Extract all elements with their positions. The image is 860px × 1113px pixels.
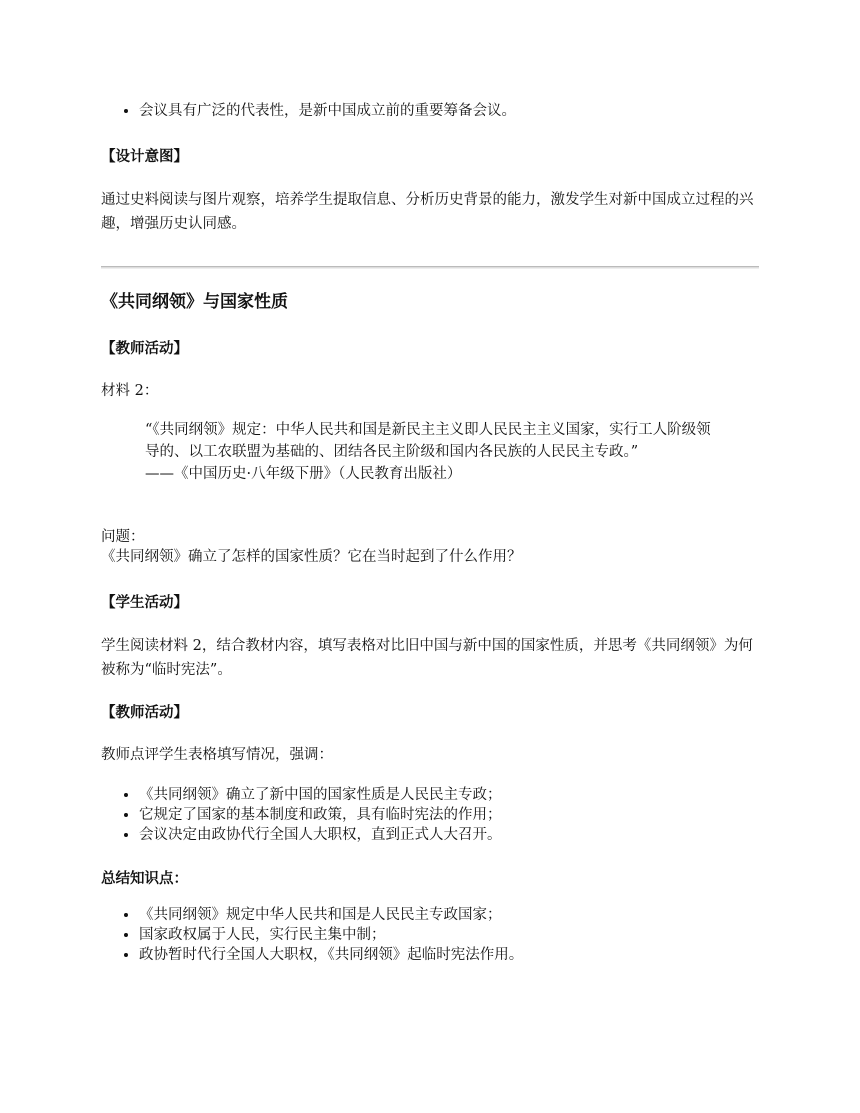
question-label: 问题：	[101, 529, 145, 545]
teacher-comment-intro: 教师点评学生表格填写情况，强调：	[101, 747, 333, 763]
top-bullet-list	[101, 101, 759, 121]
summary-points-list	[101, 905, 759, 965]
section-title: 《共同纲领》与国家性质	[101, 292, 288, 312]
design-intent-heading: 【设计意图】	[101, 149, 188, 165]
summary-heading: 总结知识点：	[101, 871, 188, 887]
teacher-activity-heading: 【教师活动】	[101, 341, 188, 357]
list-item: • 《共同纲领》确立了新中国的国家性质是人民民主专政；	[139, 785, 759, 805]
material-label: 材料 2：	[101, 383, 159, 399]
list-item: • 政协暂时代行全国人大职权，《共同纲领》起临时宪法作用。	[139, 945, 759, 965]
list-item: • 会议决定由政协代行全国人大职权，直到正式人大召开。	[139, 825, 759, 845]
student-activity-heading: 【学生活动】	[101, 595, 188, 611]
list-item: • 会议具有广泛的代表性，是新中国成立前的重要筹备会议。	[139, 101, 759, 121]
teacher-activity-heading-2: 【教师活动】	[101, 705, 188, 721]
teacher-points-list	[101, 785, 759, 845]
section-divider	[101, 266, 759, 269]
list-item: • 国家政权属于人民，实行民主集中制；	[139, 925, 759, 945]
material-source: ——《中国历史·八年级下册》（人民教育出版社）	[145, 466, 462, 482]
list-item: • 《共同纲领》规定中华人民共和国是人民民主专政国家；	[139, 905, 759, 925]
material-quote-block	[101, 419, 725, 485]
design-intent-text: 通过史料阅读与图片观察，培养学生提取信息、分析历史背景的能力，激发学生对新中国成立过程的兴趣，增强历史认同感。	[101, 192, 754, 232]
question-text: 《共同纲领》确立了怎样的国家性质？它在当时起到了什么作用？	[101, 549, 522, 565]
list-item: • 它规定了国家的基本制度和政策，具有临时宪法的作用；	[139, 805, 759, 825]
material-quote: “《共同纲领》规定：中华人民共和国是新民主主义即人民民主主义国家，实行工人阶级领导的、以工农联盟为基础的、团结各民主阶级和国内各民族的人民民主专政。”	[145, 422, 711, 460]
student-activity-text: 学生阅读材料 2，结合教材内容，填写表格对比旧中国与新中国的国家性质，并思考《共同纲领》为何被称为“临时宪法”。	[101, 638, 753, 678]
